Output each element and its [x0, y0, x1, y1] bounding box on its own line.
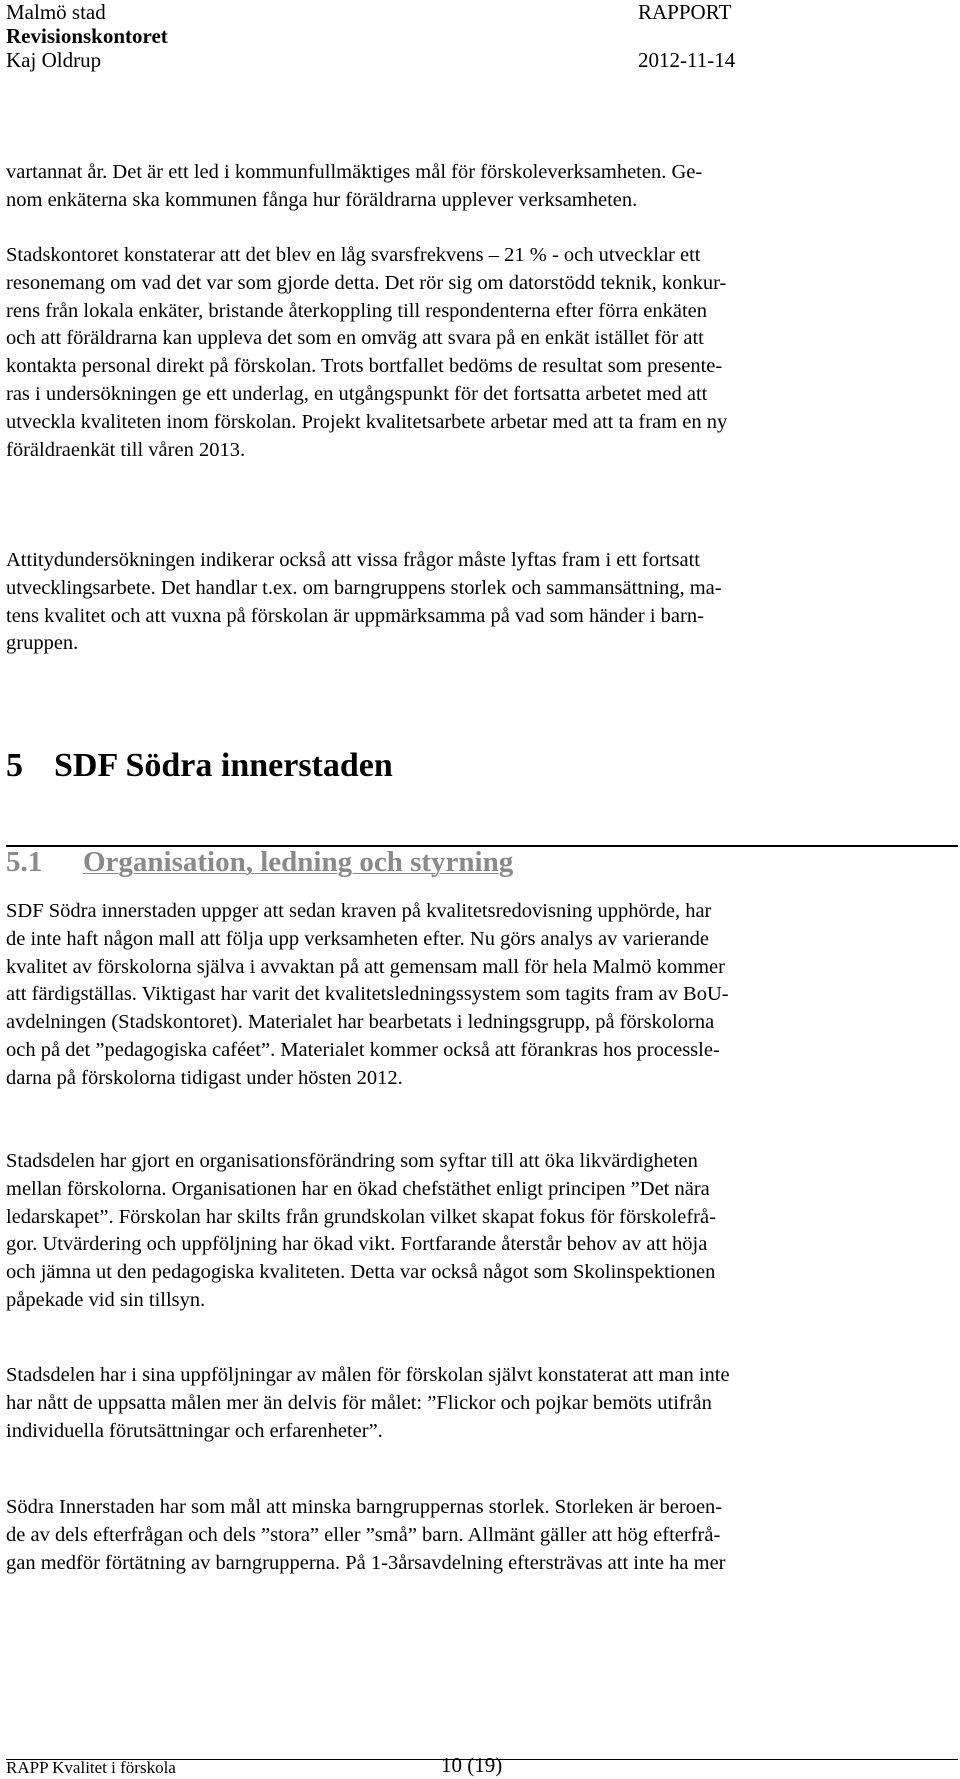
text-line: de inte haft någon mall att följa upp verksamheten efter. Nu görs analys av varierande — [6, 927, 710, 950]
section-heading — [6, 747, 393, 785]
subsection-number: 5.1 — [6, 846, 43, 878]
paragraph-4 — [6, 898, 946, 1093]
text-line: och att föräldrarna kan uppleva det som en omväg att svara på en enkät istället för att — [6, 327, 704, 350]
header-author: Kaj Oldrup — [6, 48, 102, 72]
text-line: vartannat år. Det är ett led i kommunfullmäktiges mål för förskoleverksamheten. Ge- — [6, 161, 703, 183]
paragraph-6 — [6, 1362, 946, 1445]
text-line: gruppen. — [6, 632, 79, 655]
text-line: kontakta personal direkt på förskolan. Trots bortfallet bedöms de resultat som presente- — [6, 355, 723, 378]
text-line: darna på förskolorna tidigast under hösten 2012. — [6, 1066, 403, 1089]
paragraph-3 — [6, 547, 946, 658]
text-line: gor. Utvärdering och uppföljning har ökad vikt. Fortfarande återstår behov av att höja — [6, 1233, 708, 1256]
header-right — [638, 0, 735, 72]
text-line: individuella förutsättningar och erfarenheter”. — [6, 1419, 383, 1442]
subsection-title: Organisation, ledning och styrning — [83, 846, 514, 878]
text-line: de av dels efterfrågan och dels ”stora” eller ”små” barn. Allmänt gäller att hög efterfrå- — [6, 1523, 721, 1546]
header-date: 2012-11-14 — [638, 48, 736, 72]
section-number: 5 — [6, 747, 23, 784]
text-line: gan medför förtätning av barngrupperna. På 1-3årsavdelning eftersträvas att inte ha mer — [6, 1551, 726, 1574]
paragraph-2 — [6, 242, 946, 464]
text-line: Stadsdelen har gjort en organisationsförändring som syftar till att öka likvärdigheten — [6, 1150, 698, 1172]
text-line: utvecklingsarbete. Det handlar t.ex. om barngruppens storlek och sammansättning, ma- — [6, 576, 722, 599]
header-org: Malmö stad — [6, 0, 106, 24]
paragraph-1 — [6, 159, 946, 215]
text-line: ledarskapet”. Förskolan har skilts från grundskolan vilket skapat fokus för förskolefrå- — [6, 1205, 716, 1228]
header-left — [6, 0, 168, 72]
text-line: mellan förskolorna. Organisationen har en ökad chefstäthet enligt principen ”Det nära — [6, 1177, 710, 1200]
text-line: Södra Innerstaden har som mål att minska barngruppernas storlek. Storleken är beroen- — [6, 1496, 723, 1518]
header-dept: Revisionskontoret — [6, 24, 168, 48]
header-doc-type: RAPPORT — [638, 0, 732, 24]
footer-page-number: 10 (19) — [441, 1753, 503, 1777]
section-title: SDF Södra innerstaden — [54, 747, 393, 784]
text-line: avdelningen (Stadskontoret). Materialet har bearbetats i ledningsgrupp, på förskolorna — [6, 1011, 715, 1034]
subsection-heading — [6, 846, 513, 879]
text-line: tens kvalitet och att vuxna på förskolan är uppmärksamma på vad som händer i barn- — [6, 604, 704, 627]
text-line: rens från lokala enkäter, bristande återkoppling till respondenterna efter förra enkäten — [6, 299, 707, 322]
text-line: att färdigställas. Viktigast har varit det kvalitetsledningssystem som tagits fram av BoU- — [6, 983, 729, 1006]
footer-doc-name: RAPP Kvalitet i förskola — [6, 1758, 176, 1777]
text-line: Stadskontoret konstaterar att det blev en låg svarsfrekvens – 21 % - och utvecklar ett — [6, 244, 701, 266]
text-line: och på det ”pedagogiska caféet”. Materialet kommer också att förankras hos processle- — [6, 1038, 720, 1061]
text-line: utveckla kvaliteten inom förskolan. Projekt kvalitetsarbete arbetar med att ta fram en ny — [6, 410, 728, 433]
paragraph-7 — [6, 1494, 946, 1577]
text-line: kvalitet av förskolorna själva i avvaktan på att gemensam mall för hela Malmö kommer — [6, 955, 725, 978]
text-line: föräldraenkät till våren 2013. — [6, 438, 246, 461]
text-line: har nått de uppsatta målen mer än delvis för målet: ”Flickor och pojkar bemöts utifrån — [6, 1391, 712, 1414]
text-line: Stadsdelen har i sina uppföljningar av målen för förskolan självt konstaterat att man inte — [6, 1364, 730, 1386]
paragraph-5 — [6, 1148, 946, 1315]
text-line: SDF Södra innerstaden uppger att sedan kraven på kvalitetsredovisning upphörde, har — [6, 900, 712, 922]
text-line: ras i undersökningen ge ett underlag, en utgångspunkt för det fortsatta arbetet med att — [6, 382, 708, 405]
text-line: och jämna ut den pedagogiska kvaliteten. Detta var också något som Skolinspektionen — [6, 1261, 716, 1284]
text-line: nom enkäterna ska kommunen fånga hur föräldrarna upplever verksamheten. — [6, 188, 638, 211]
text-line: resonemang om vad det var som gjorde detta. Det rör sig om datorstödd teknik, konkur- — [6, 271, 727, 294]
text-line: Attitydundersökningen indikerar också att vissa frågor måste lyftas fram i ett fortsatt — [6, 549, 700, 571]
text-line: påpekade vid sin tillsyn. — [6, 1288, 206, 1311]
